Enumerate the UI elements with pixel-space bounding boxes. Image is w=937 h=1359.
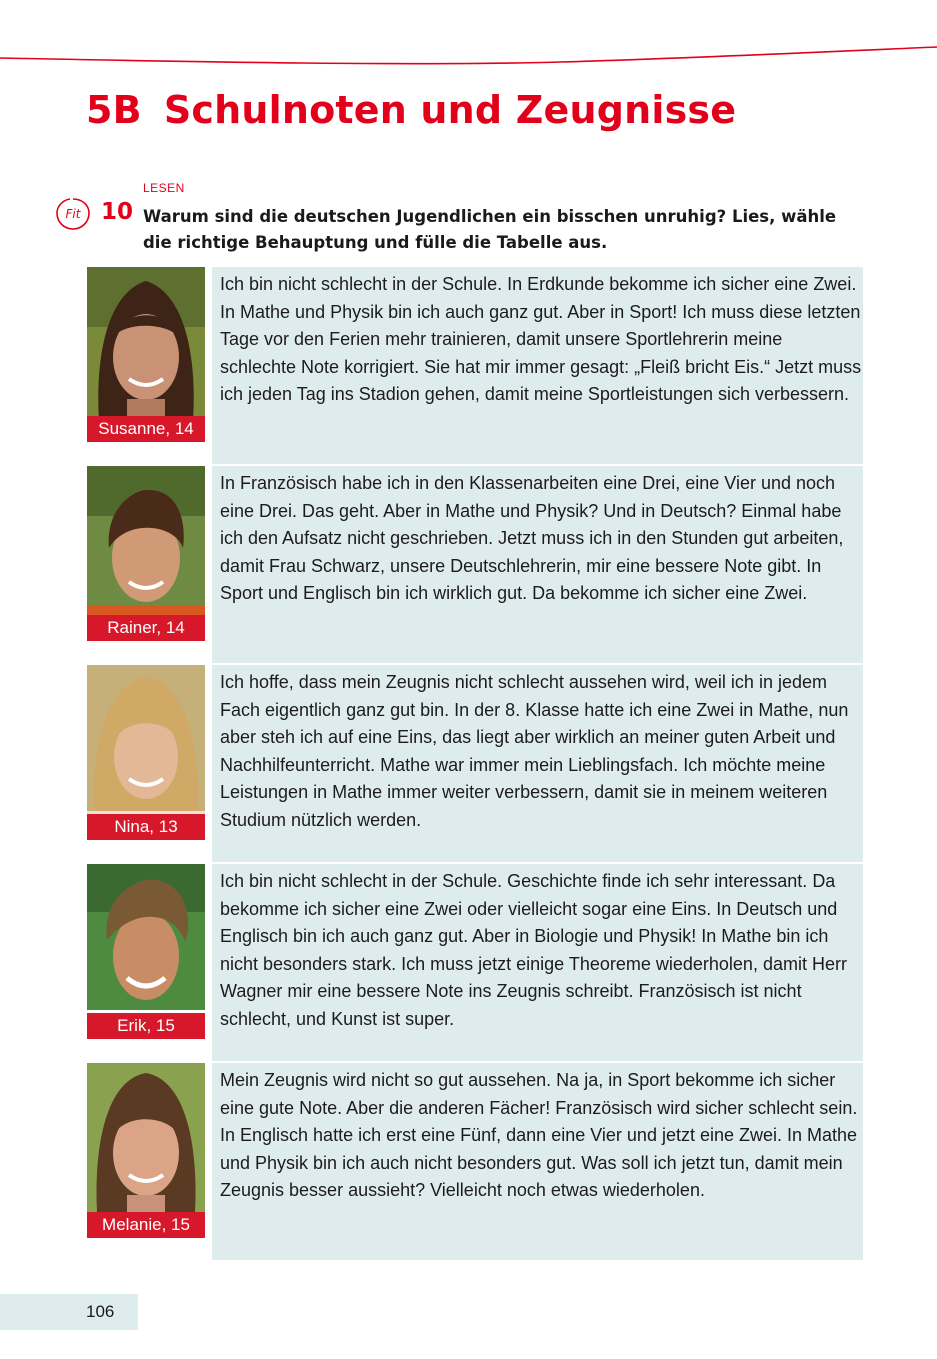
- page-title: [86, 88, 736, 132]
- student-text-panel: [212, 665, 863, 862]
- fit-badge-icon: [55, 197, 91, 231]
- student-text-panel: [212, 267, 863, 464]
- top-red-rule: [0, 0, 937, 80]
- section-code: 5B: [86, 88, 142, 132]
- student-statement: Mein Zeugnis wird nicht so gut aussehen. Na ja, in Sport bekomme ich sicher eine gute Note. Aber die anderen Fächer! Französisch wird sicher schlecht sein. In Englisch hatte ich erst eine Fünf, dann eine Vier und jetzt eine Zwei. In Mathe und Physik bin ich auch nicht besonders gut. Was soll ich jetzt tun, damit mein Zeugnis besser aussieht? Vielleicht noch etwas wiederholen.: [220, 1070, 858, 1200]
- student-text-panel: [212, 1063, 863, 1260]
- fit-badge-label: Fit: [65, 207, 81, 221]
- student-statement: In Französisch habe ich in den Klassenarbeiten eine Drei, eine Vier und noch eine Drei. Das geht. Aber in Mathe und Physik? Und in Deutsch? Einmal habe ich den Aufsatz nicht geschrieben. Jetzt muss ich in den Stunden gut arbeiten, damit Frau Schwarz, unsere Deutschlehrerin, mir eine bessere Note gibt. In Sport und Englisch bin ich wirklich gut. Da bekomme ich sicher eine Zwei.: [220, 473, 844, 603]
- student-name-label: Erik, 15: [87, 1013, 205, 1039]
- task-number: 10: [101, 199, 134, 225]
- page-number: 106: [0, 1294, 138, 1330]
- student-statement: Ich hoffe, dass mein Zeugnis nicht schlecht aussehen wird, weil ich in jedem Fach eigentlich ganz gut bin. In der 8. Klasse hatte ich eine Zwei in Mathe, nun aber steh ich auf eine Eins, das liegt aber wirklich an meiner guten Arbeit und Nachhilfeunterricht. Mathe war immer mein Lieblingsfach. Ich möchte meine Leistungen in Mathe immer weiter verbessern, damit sie in meinem weiteren Studium nützlich werden.: [220, 672, 849, 830]
- student-name-label: Melanie, 15: [87, 1212, 205, 1238]
- student-statement: Ich bin nicht schlecht in der Schule. In Erdkunde bekomme ich sicher eine Zwei. In Mathe und Physik bin ich auch ganz gut. Aber in Sport! Ich muss diese letzten Tage vor den Ferien mehr trainieren, damit unsere Sportlehrerin meine schlechte Note korrigiert. Sie hat mir immer gesagt: „Fleiß bricht Eis.“ Jetzt muss ich jeden Tag ins Stadion gehen, damit meine Sportleistungen sich verbessern.: [220, 274, 862, 404]
- student-name-label: Rainer, 14: [87, 615, 205, 641]
- student-name-label: Nina, 13: [87, 814, 205, 840]
- student-statement: Ich bin nicht schlecht in der Schule. Geschichte finde ich sehr interessant. Da bekomme ich sicher eine Zwei oder vielleicht sogar eine Eins. In Deutsch und Englisch bin ich auch ganz gut. Aber in Biologie und Physik! In Mathe bin ich nicht besonders stark. Ich muss jetzt einige Theoreme wiederholen, damit Herr Wagner mir eine bessere Note ins Zeugnis schreibt. Französisch ist nicht schlecht, und Kunst ist super.: [220, 871, 847, 1029]
- task-instruction: Warum sind die deutschen Jugendlichen ein bisschen unruhig? Lies, wähle die richtige Behauptung und fülle die Tabelle aus.: [143, 207, 837, 252]
- section-title: Schulnoten und Zeugnisse: [163, 88, 737, 132]
- student-text-panel: [212, 864, 863, 1061]
- student-name-label: Susanne, 14: [87, 416, 205, 442]
- task-category: LESEN: [143, 181, 185, 195]
- student-text-panel: [212, 466, 863, 663]
